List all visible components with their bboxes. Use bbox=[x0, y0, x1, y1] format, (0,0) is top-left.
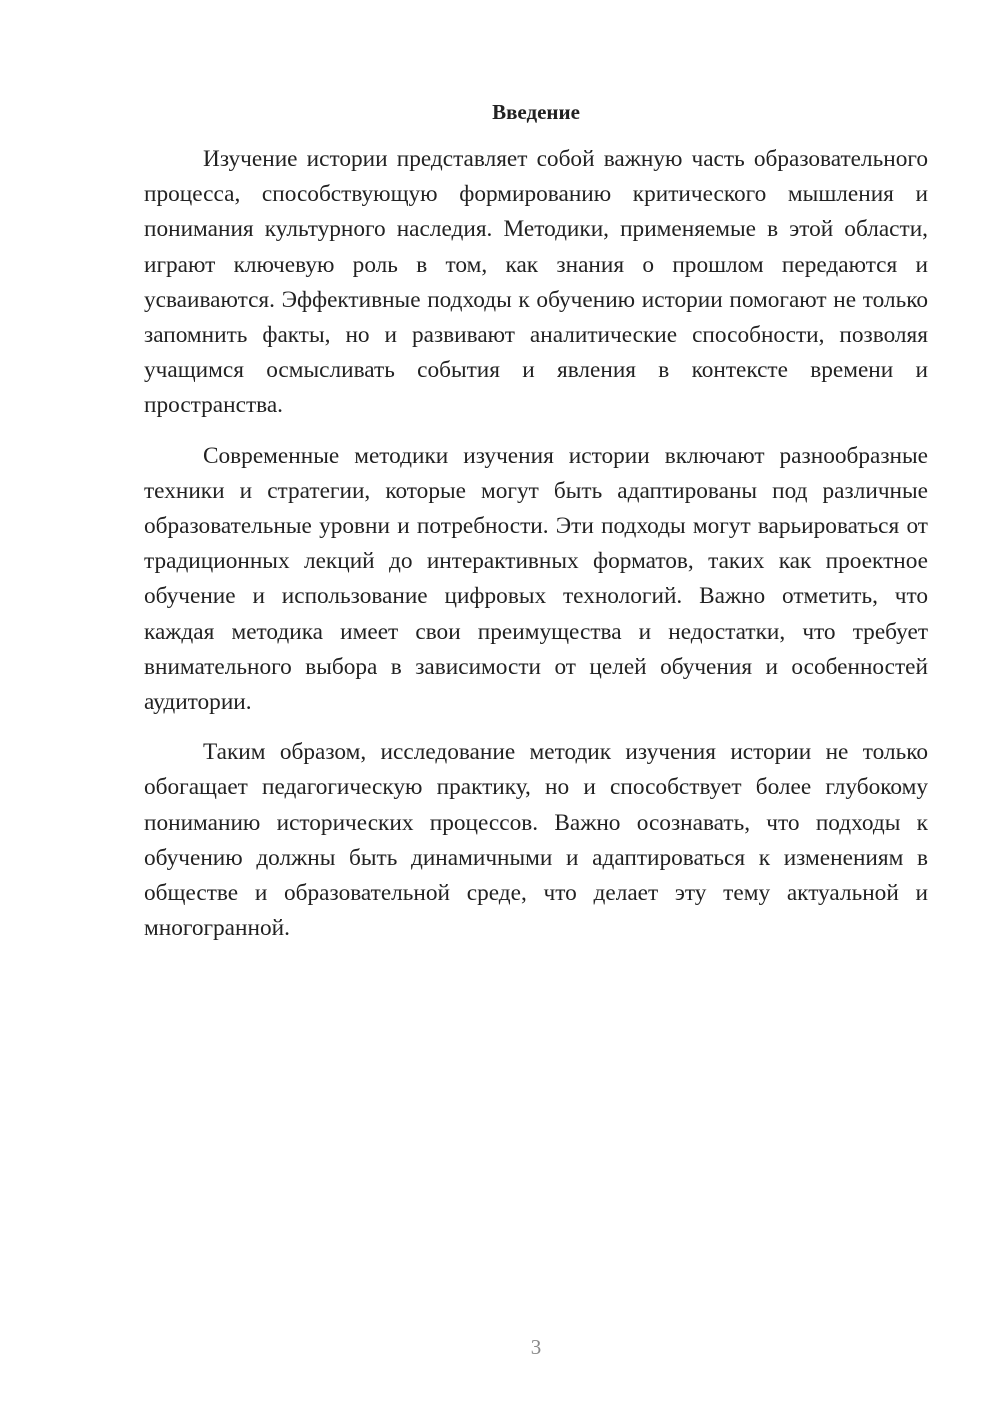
page-number: 3 bbox=[530, 1335, 542, 1359]
paragraph-2: Современные методики изучения истории включают разнообразные техники и стратегии, которые могут быть адаптированы под различные образовательные уровни и потребности. Эти подходы могут варьироваться от традиционных лекций до интерактивных форматов, таких как проектное обучение и использование цифровых технологий. Важно отметить, что каждая методика имеет свои преимущества и недостатки, что требует внимательного выбора в зависимости от целей обучения и особенностей аудитории. bbox=[144, 442, 928, 716]
body-text bbox=[144, 142, 928, 946]
page-title: Введение bbox=[492, 100, 580, 124]
paragraph-3: Таким образом, исследование методик изучения истории не только обогащает педагогическую практику, но и способствует более глубокому пониманию исторических процессов. Важно осознавать, что подходы к обучению должны быть динамичными и адаптироваться к изменениям в обществе и образовательной среде, что делает эту тему актуальной и многогранной. bbox=[144, 739, 928, 942]
paragraph-1: Изучение истории представляет собой важную часть образовательного процесса, способствующую формированию критического мышления и понимания культурного наследия. Методики, применяемые в этой области, играют ключевую роль в том, как знания о прошлом передаются и усваиваются. Эффективные подходы к обучению истории помогают не только запомнить факты, но и развивают аналитические способности, позволяя учащимся осмысливать события и явления в контексте времени и пространства. bbox=[144, 146, 928, 419]
